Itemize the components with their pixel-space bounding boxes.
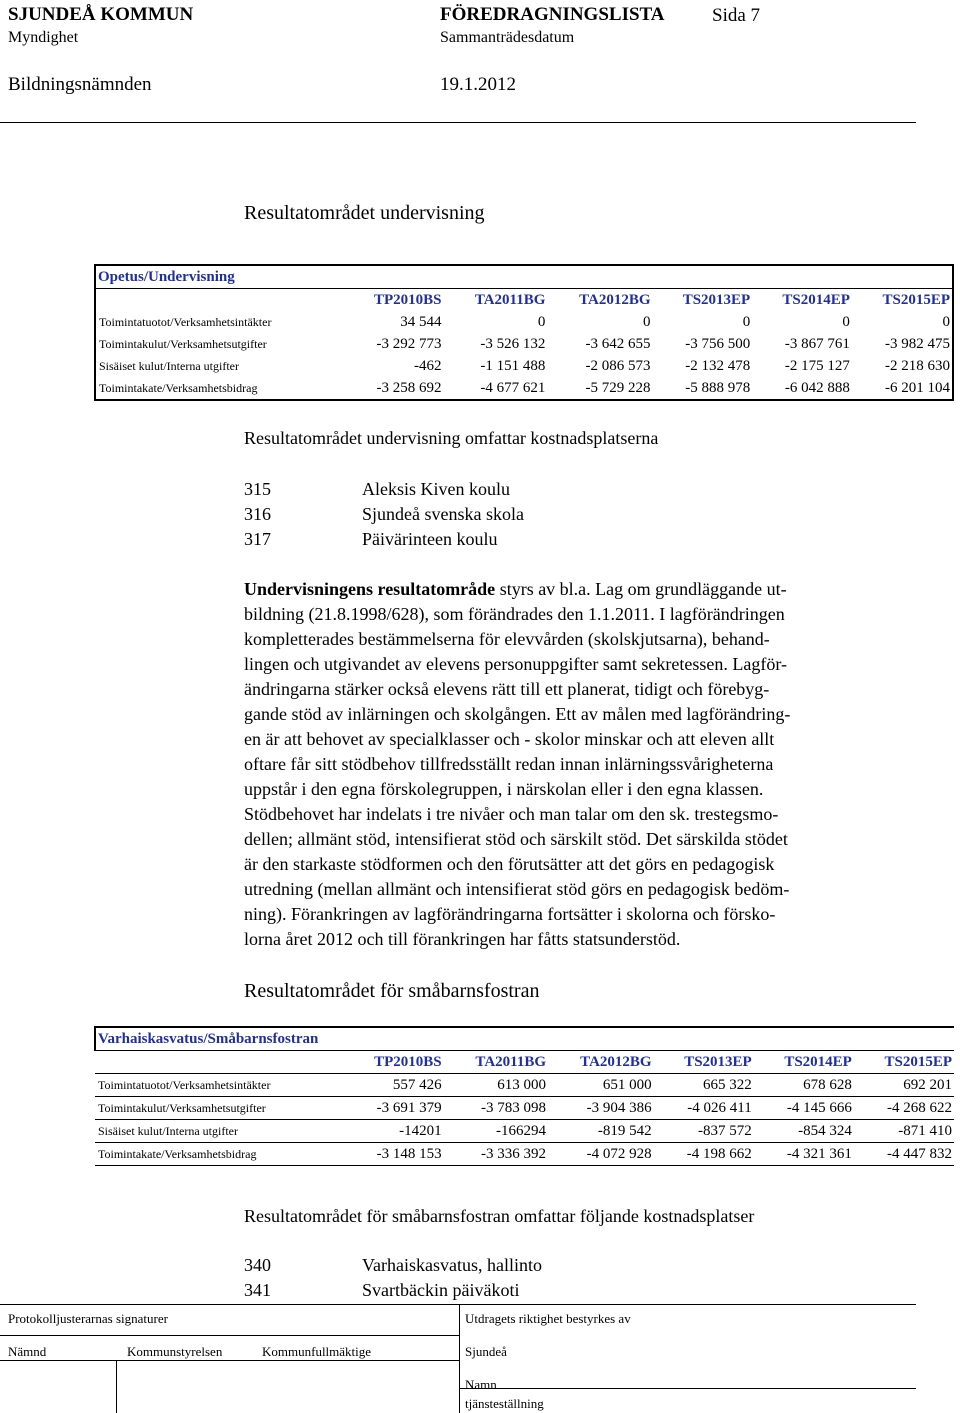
row-label: Toimintakulut/Verksamhetsutgifter: [99, 336, 267, 351]
table-row: [95, 355, 953, 377]
cell-value: -3 642 655: [585, 335, 651, 352]
meeting-date: 19.1.2012: [440, 74, 516, 95]
cell-value: 0: [842, 313, 850, 330]
cell-value: -837 572: [697, 1122, 752, 1139]
cell-value: -3 867 761: [784, 335, 850, 352]
place-code: 315: [244, 479, 271, 499]
cell-value: 613 000: [497, 1076, 546, 1093]
cell-value: 665 322: [702, 1076, 752, 1093]
page-number: Sida 7: [712, 5, 761, 26]
section1-intro: Resultatområdet undervisning omfattar kostnadsplatserna: [244, 428, 659, 448]
column-header: TP2010BS: [374, 1053, 442, 1070]
para-line: ning). Förankringen av lagförändringarna fortsätter i skolorna och försko-: [244, 904, 776, 924]
column-header: TA2012BG: [580, 1053, 652, 1070]
position-label: tjänsteställning: [465, 1396, 544, 1411]
cell-value: -3 783 098: [481, 1099, 546, 1116]
table-row: [95, 377, 953, 400]
smabarnsfostran-table: [94, 1026, 954, 1166]
cell-value: 692 201: [903, 1076, 952, 1093]
row-label: Sisäiset kulut/Interna utgifter: [98, 1123, 238, 1138]
cell-value: -4 268 622: [887, 1099, 952, 1116]
para-bold-lead: Undervisningens resultatområde: [244, 579, 496, 599]
row-label: Toimintatuotot/Verksamhetsintäkter: [99, 314, 272, 329]
column-header: TS2014EP: [784, 1053, 852, 1070]
column-header: TS2015EP: [884, 1053, 952, 1070]
date-label: Sammanträdesdatum: [440, 29, 575, 46]
place-name: Sjundeå svenska skola: [362, 504, 524, 524]
cell-value: -3 982 475: [885, 335, 950, 352]
footer-cell-divider: [116, 1360, 117, 1413]
place-name: Päivärinteen koulu: [362, 529, 498, 549]
cell-value: 557 426: [392, 1076, 442, 1093]
cell-value: 651 000: [602, 1076, 652, 1093]
place-code: 340: [244, 1255, 271, 1275]
para-line: en är att behovet av specialklasser och - skolor minskar och att eleven allt: [244, 729, 775, 749]
cell-value: -3 691 379: [376, 1099, 442, 1116]
para-line: oftare får sitt stödbehov tillfredsställt redan innan inlärningssvårigheterna: [244, 754, 774, 774]
row-label: Toimintatuotot/Verksamhetsintäkter: [98, 1077, 271, 1092]
cell-value: -3 292 773: [376, 335, 442, 352]
cell-value: -4 321 361: [786, 1145, 852, 1162]
para-line: lingen och utgivandet av elevens personuppgifter samt sekretessen. Lagför-: [244, 654, 787, 674]
section2-heading: Resultatområdet för småbarnsfostran: [244, 980, 540, 1002]
column-header: TS2013EP: [682, 291, 751, 308]
footer-divider: [459, 1304, 460, 1413]
cell-value: -3 258 692: [376, 379, 442, 396]
cell-value: -4 447 832: [887, 1145, 952, 1162]
para-line: ändringarna stärker också elevens rätt till ett planerat, tidigt och förebyg-: [244, 679, 770, 699]
cell-value: -3 756 500: [685, 335, 751, 352]
cell-value: -166294: [496, 1122, 546, 1139]
table-row: [95, 1143, 954, 1166]
cell-value: -871 410: [898, 1122, 952, 1139]
certify-label: Utdragets riktighet bestyrkes av: [465, 1311, 631, 1326]
col-kommunfullmaktige: Kommunfullmäktige: [262, 1344, 372, 1359]
cell-value: 678 628: [803, 1076, 852, 1093]
cell-value: -2 086 573: [585, 357, 651, 374]
cell-value: -5 729 228: [585, 379, 651, 396]
footer-top-rule: [0, 1304, 916, 1305]
table-title: Varhaiskasvatus/Småbarnsfostran: [95, 1027, 954, 1051]
cell-value: -5 888 978: [685, 379, 751, 396]
table-row: [95, 1120, 954, 1143]
cell-value: 0: [942, 313, 950, 330]
column-header: TA2011BG: [475, 1053, 546, 1070]
para-line: bildning (21.8.1998/628), som förändrades den 1.1.2011. I lagförändringen: [244, 604, 785, 624]
cell-value: -4 145 666: [786, 1099, 852, 1116]
place-name: Svartbäckin päiväkoti: [362, 1280, 520, 1300]
cell-value: -2 218 630: [885, 357, 950, 374]
table-row: [95, 311, 953, 333]
para-line: lorna året 2012 och till förankringen har fåtts statsunderstöd.: [244, 929, 681, 949]
place-name: Aleksis Kiven koulu: [362, 479, 510, 499]
row-label: Toimintakulut/Verksamhetsutgifter: [98, 1100, 266, 1115]
cell-value: -3 148 153: [376, 1145, 442, 1162]
cell-value: -3 526 132: [480, 335, 546, 352]
col-namnd: Nämnd: [8, 1344, 47, 1359]
footer-rule: [0, 1335, 459, 1336]
column-header: TP2010BS: [373, 291, 442, 308]
name-label: Namn: [465, 1377, 497, 1392]
cell-value: 0: [643, 313, 651, 330]
footer-place: Sjundeå: [465, 1344, 507, 1359]
cell-value: -4 198 662: [686, 1145, 752, 1162]
cell-value: -14201: [399, 1122, 442, 1139]
table-row: [95, 1097, 954, 1120]
cell-value: 34 544: [400, 313, 442, 330]
cell-value: -462: [413, 357, 442, 374]
cell-value: -819 542: [597, 1122, 652, 1139]
place-name: Varhaiskasvatus, hallinto: [362, 1255, 542, 1275]
org-sub-label: Myndighet: [8, 29, 79, 46]
cell-value: -1 151 488: [480, 357, 546, 374]
cell-value: -2 132 478: [685, 357, 751, 374]
column-header: TS2013EP: [684, 1053, 752, 1070]
cell-value: -854 324: [798, 1122, 852, 1139]
cell-value: 0: [537, 313, 546, 330]
signature-label: Protokolljusterarnas signaturer: [8, 1311, 168, 1326]
org-body: Bildningsnämnden: [8, 74, 152, 95]
cell-value: -3 336 392: [481, 1145, 546, 1162]
row-label: Toimintakate/Verksamhetsbidrag: [99, 380, 258, 395]
para-line: kompletterades bestämmelserna för elevvården (skolskjutsarna), behand-: [244, 629, 770, 649]
column-header: TA2011BG: [474, 291, 546, 308]
cell-value: 0: [742, 313, 751, 330]
section2-intro: Resultatområdet för småbarnsfostran omfattar följande kostnadsplatser: [244, 1206, 755, 1226]
column-header: TS2014EP: [782, 291, 850, 308]
para-line: uppstår i den egna förskolegruppen, i närskolan eller i den egna klassen.: [244, 779, 764, 799]
para-line: dellen; allmänt stöd, intensifierat stöd och särskilt stöd. Det särskilda stödet: [244, 829, 788, 849]
cell-value: -4 677 621: [480, 379, 546, 396]
para-line: gande stöd av inlärningen och skolgången. Ett av målen med lagförändring-: [244, 704, 791, 724]
para-line: Stödbehovet har indelats i tre nivåer och man talar om den sk. trestegsmo-: [244, 804, 779, 824]
undervisning-table: [94, 264, 954, 401]
footer-rule: [459, 1388, 916, 1389]
cell-value: -6 042 888: [784, 379, 850, 396]
table-row: [95, 333, 953, 355]
doc-title: FÖREDRAGNINGSLISTA: [440, 4, 665, 25]
cell-value: -4 026 411: [687, 1099, 752, 1116]
header-rule: [0, 122, 916, 123]
section1-heading: Resultatområdet undervisning: [244, 202, 485, 224]
para-line: är den starkaste stödformen och den förutsätter att det görs en pedagogisk: [244, 854, 775, 874]
row-label: Toimintakate/Verksamhetsbidrag: [98, 1146, 257, 1161]
cell-value: -4 072 928: [586, 1145, 652, 1162]
table-row: [95, 1074, 954, 1097]
place-code: 316: [244, 504, 271, 524]
col-kommunstyrelsen: Kommunstyrelsen: [127, 1344, 223, 1359]
footer-rule: [0, 1360, 459, 1361]
org-name: SJUNDEÅ KOMMUN: [8, 4, 194, 25]
cell-value: -6 201 104: [885, 379, 950, 396]
row-label: Sisäiset kulut/Interna utgifter: [99, 358, 239, 373]
column-header: TA2012BG: [579, 291, 651, 308]
section1-paragraph: [244, 577, 912, 952]
para-line: styrs av bl.a. Lag om grundläggande ut-: [495, 579, 787, 599]
cell-value: -2 175 127: [784, 357, 850, 374]
table-title: Opetus/Undervisning: [98, 268, 235, 285]
column-header: TS2015EP: [882, 291, 950, 308]
place-code: 317: [244, 529, 271, 549]
place-code: 341: [244, 1280, 271, 1300]
cell-value: -3 904 386: [586, 1099, 652, 1116]
para-line: utredning (mellan allmänt och intensifierat stöd görs en pedagogisk bedöm-: [244, 879, 790, 899]
